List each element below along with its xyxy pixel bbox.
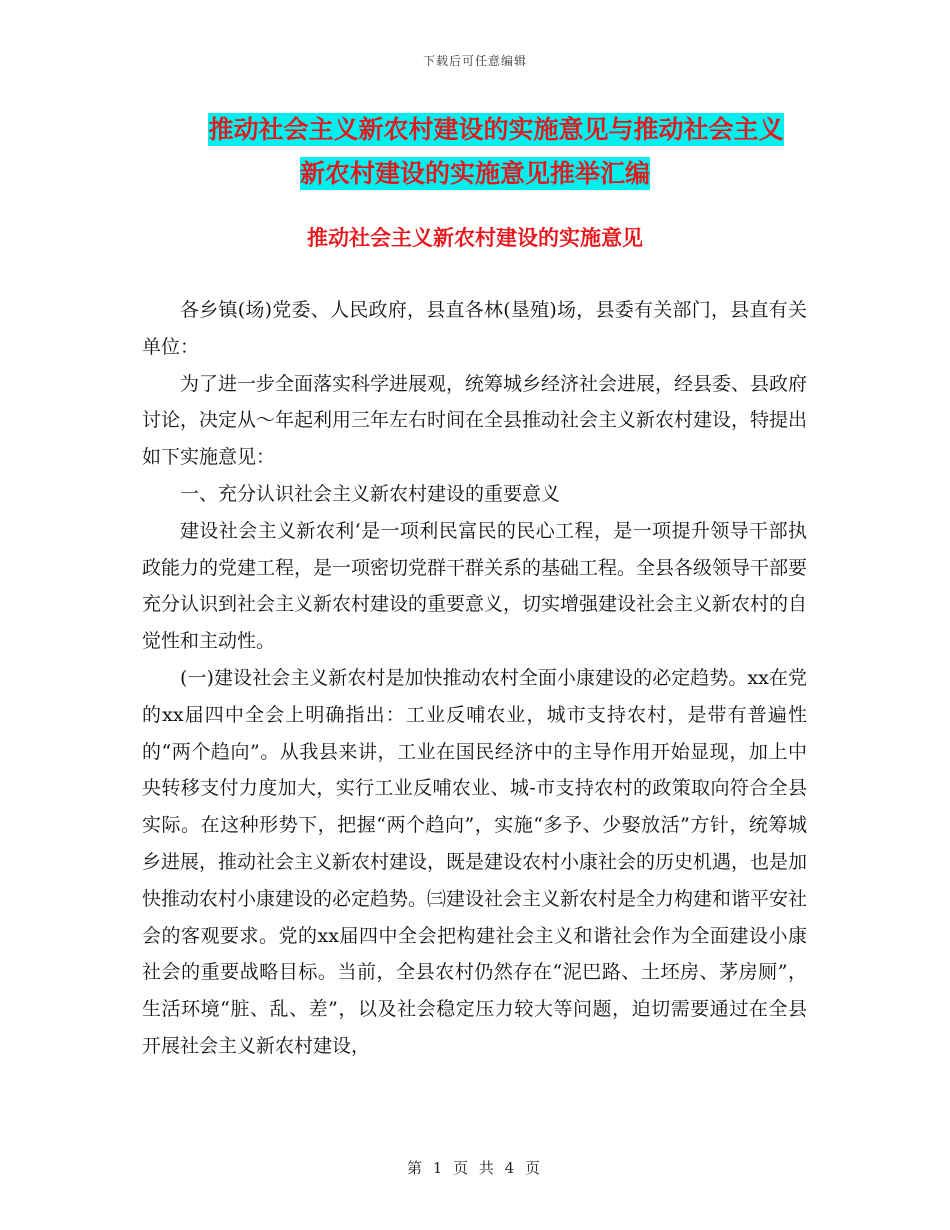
document-title — [0, 108, 950, 196]
document-title-line-1: 推动社会主义新农村建设的实施意见与推动社会主义 — [208, 115, 784, 144]
paragraph-trend: (一)建设社会主义新农村是加快推动农村全面小康建设的必定趋势。xx在党的xx届四中全会上明确指出：工业反哺农业，城市支持农村，是带有普遍性的“两个趋向”。从我县来讲，工业在国民经济中的主导作用开始显现，加上中央转移支付力度加大，实行工业反哺农业、城-市支持农村的政策取向符合全县实际。在这种形势下，把握“两个趋向”，实施“多予、少娶放活”方针，统筹城乡进展，推动社会主义新农村建设，既是建设农村小康社会的历史机遇，也是加快推动农村小康建设的必定趋势。㈢建设社会主义新农村是全力构建和谐平安社会的客观要求。党的xx届四中全会把构建社会主义和谐社会作为全面建设小康社会的重要战略目标。当前，全县农村仍然存在“泥巴路、土坯房、茅房厕”，生活环境“脏、乱、差”，以及社会稳定压力较大等问题，迫切需要通过在全县开展社会主义新农村建设， — [142, 666, 808, 1057]
page-footer: 第 1 页 共 4 页 — [407, 1159, 543, 1177]
section-heading-1: 一、充分认识社会主义新农村建设的重要意义 — [180, 482, 561, 505]
paragraph-significance: 建设社会主义新农利‘是一项利民富民的民心工程，是一项提升领导干部执政能力的党建工程，是一项密切党群干群关系的基础工程。全县各级领导干部要充分认识到社会主义新农村建设的重要意义，切实增强建设社会主义新农村的自觉性和主动性。 — [142, 519, 808, 653]
section-title: 推动社会主义新农村建设的实施意见 — [307, 226, 643, 250]
paragraph-intro: 为了进一步全面落实科学进展观，统筹城乡经济社会进展，经县委、县政府讨论，决定从～年起利用三年左右时间在全县推动社会主义新农村建设，特提出如下实施意见： — [142, 372, 808, 469]
page-header-note: 下载后可任意编辑 — [422, 54, 527, 68]
paragraph-addressees: 各乡镇(场)党委、人民政府，县直各林(垦殖)场，县委有关部门，县直有关单位： — [142, 299, 807, 358]
document-body — [142, 292, 807, 1065]
document-title-line-2: 新农村建设的实施意见推举汇编 — [299, 159, 650, 188]
